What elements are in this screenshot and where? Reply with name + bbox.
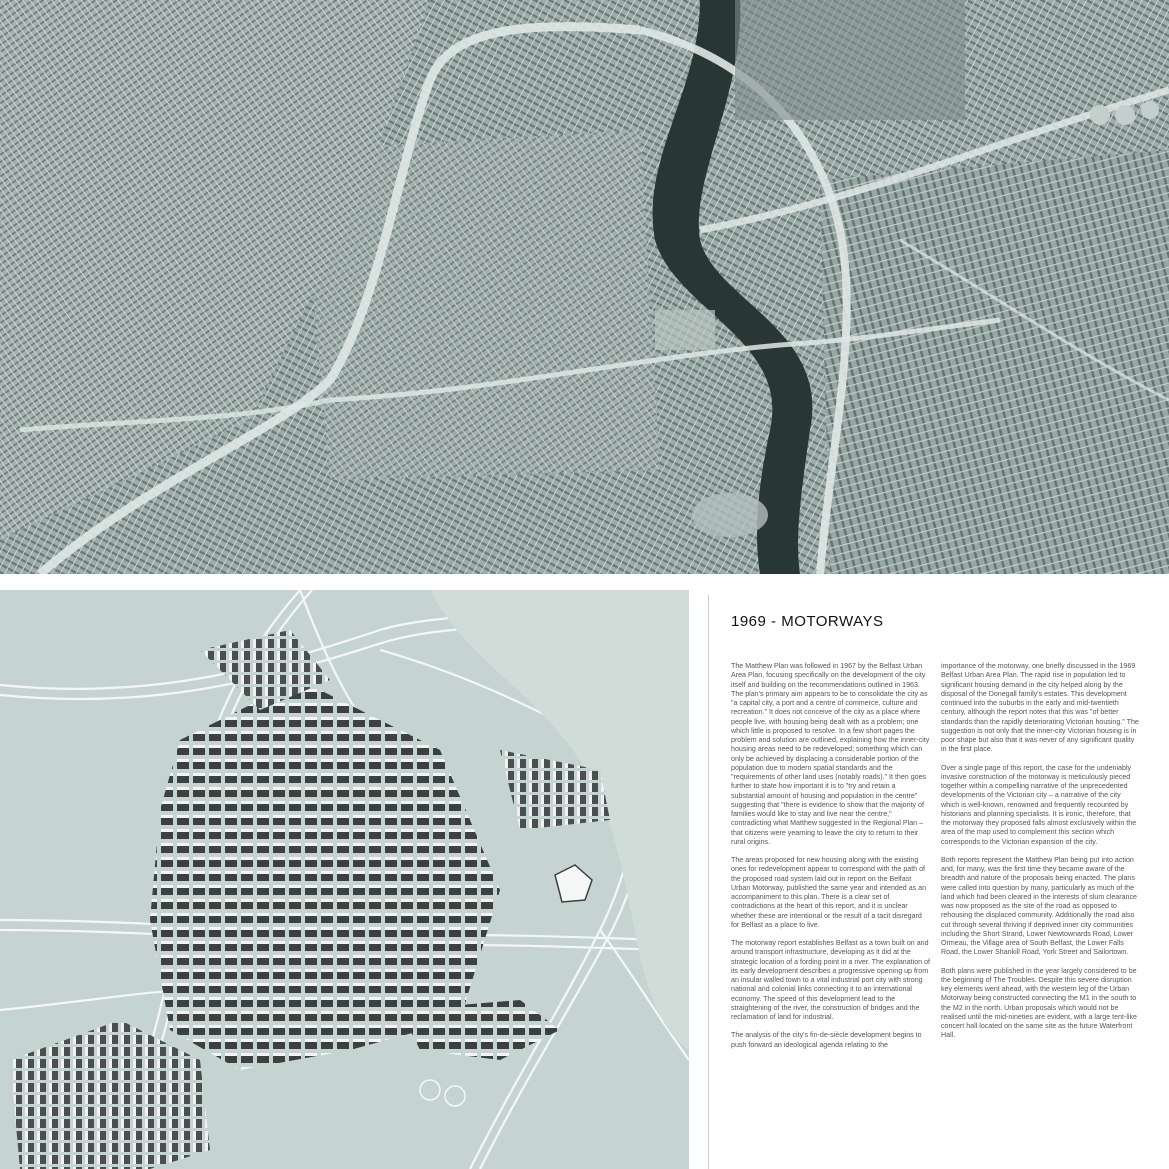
paragraph: The analysis of the city's fin-de-siècle development begins to push forward an ideological agenda relating to the bbox=[731, 1031, 922, 1049]
paragraph: importance of the motorway, one briefly discussed in the 1969 Belfast Urban Area Plan. The rapid rise in population led to significant housing demand in the city helped along by the disposal of the Donegall family's estates. This development continued into the suburbs in the early and mid-twentieth century, although the report notes that this was "of better standards than the rapidly deteriorating Victorian housing." The suggestion is not only that the inner-city Victorian housing is in poor shape but also that it was never of any significant quality in the first place. bbox=[941, 662, 1139, 754]
motorway-plan-model bbox=[0, 590, 689, 1169]
paragraph: Both reports represent the Matthew Plan being put into action and, for many, was the first time they became aware of the breadth and nature of the proposals being enacted. The plans were called into question by many, particularly as much of the land which had been cleared in the interests of slum clearance was now proposed as the site of the road as opposed to rehousing the displaced community. Additionally the road also cut through several thriving if deprived inner city communities including the Short Strand, Lower Newtownards Road, Lower Ormeau, the Village area of South Belfast, the Lower Falls Road, the Lower Shankill Road, York Street and Sailortown. bbox=[941, 855, 1137, 957]
paragraph: Both plans were published in the year largely considered to be the beginning of The Troubles. Despite this severe disruption key elements went ahead, with the western leg of the Urban Motorway being constructed connecting the M1 in the south to the M2 in the north. Urban proposals which would not be realised until the mid-nineties are evident, with a large tent-like concert hall located on the same site as the future Waterfront Hall. bbox=[941, 966, 1137, 1040]
paragraph: The Matthew Plan was followed in 1967 by the Belfast Urban Area Plan, focusing specifically on the development of the city itself and building on the recommendations outlined in 1963. The plan's primary aim appears to be to consolidate the city as "a capital city, a port and a centre of commerce, culture and recreation." It does not conceive of the city as a place where people live, with housing being dealt with as a problem; one which little is proposed to resolve. In a few short pages the problem and solution are outlined, explaining how the inner-city housing areas need to be redeveloped; something which can only be achieved by displacing a considerable portion of the population due to modern spatial standards and the "requirements of other land uses (notably roads)." It then goes further to state how important it is to "try and retain a substantial amount of housing and population in the centre" suggesting that "there is evidence to show that the majority of families would like to stay and live near the centre," contradicting what Matthew suggested in the Regional Plan – that citizens were yearning to leave the city to return to their rural origins. bbox=[731, 662, 930, 846]
article-title: 1969 - MOTORWAYS bbox=[731, 613, 884, 630]
paragraph: Over a single page of this report, the case for the undeniably invasive construction of the motorway is meticulously pieced together within a compelling narrative of the unprecedented developments of the Victorian city – a narrative of the city which is well-known, renowned and frequently recounted by historians and planning specialists. It is ironic, therefore, that the motorway they proposed falls almost exclusively within the area of the map used to complement this section which corresponds to the Victorian expansion of the city. bbox=[941, 763, 1137, 846]
aerial-photo-drawing bbox=[0, 0, 1169, 574]
paragraph: The motorway report establishes Belfast as a town built on and around transport infrastructure, developing as it did at the strategic location of a fording point in a river. The explanation of its early development describes a progressive opening up from an insular walled town to a vital industrial port city with strong national and colonial links connecting it to an international economy. The speed of this development lead to the straightening of the river, the construction of bridges and the reclamation of land for industrial. bbox=[731, 939, 931, 1021]
article-left-column bbox=[731, 662, 930, 1059]
aerial-photograph bbox=[0, 0, 1169, 574]
article-panel bbox=[708, 595, 1169, 1169]
article-right-column bbox=[941, 662, 1140, 1050]
paragraph: The areas proposed for new housing along with the existing ones for redevelopment appear to correspond with the path of the proposed road system laid out in report on the Belfast Urban Motorway, published the same year and intended as an accompaniment to this plan. There is a clear set of contradictions at the heart of this report, and it is unclear whether these are intentional or the result of a tacit disregard for Belfast as a place to live. bbox=[731, 856, 927, 929]
plan-model-drawing bbox=[0, 590, 689, 1169]
